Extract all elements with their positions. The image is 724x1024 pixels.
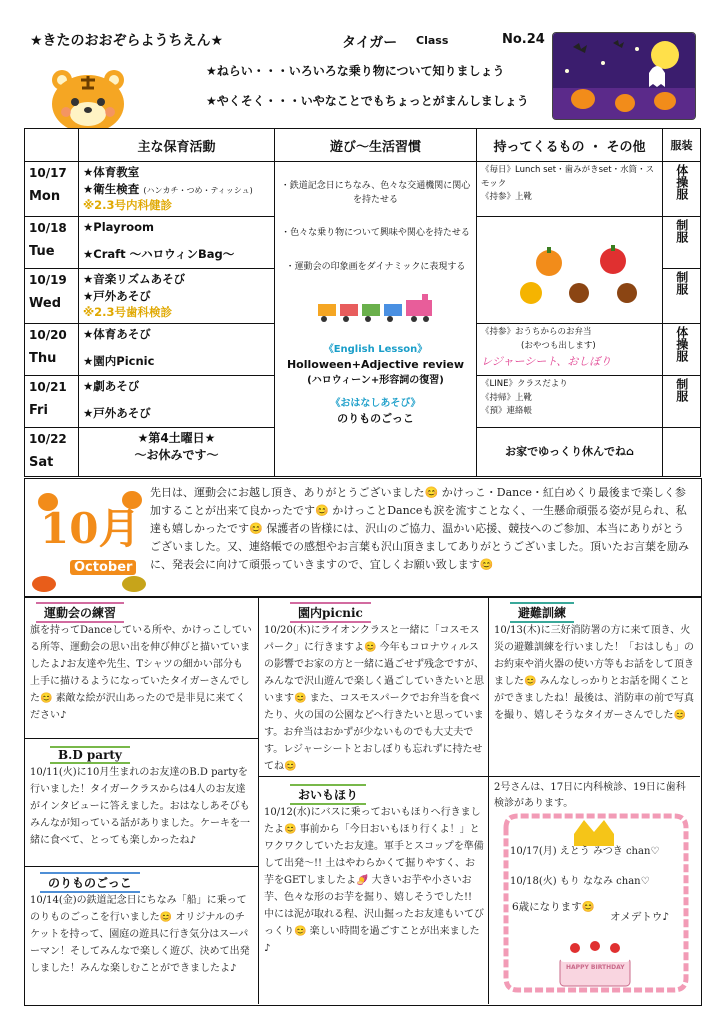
bring-item: お家でゆっくり休んでね⌂ [505,445,634,459]
date: 10/22 [29,432,67,447]
hinan-body: 10/13(木)に三好消防署の方に来て頂き、火災の避難訓練を行いました！「おはしも」のお約束や消火器の使い方等もお話をして頂きました😊 みんなしっかりとお話を聞くことができましたね！最後は、消防車の前で写真を撮り、嬉しそうなタイガーさんでした😊 [494,625,694,721]
date-cell [25,217,79,269]
activity-cell [79,376,275,428]
wear-value: 体操服 [674,164,689,200]
birthday-line: 10/18(火) もり ななみ chan♡ [510,876,650,887]
ohanashi-body: のりものごっこ [337,412,414,425]
hinan-section [510,602,574,623]
play-header: 遊び〜生活習慣 [275,129,477,162]
bring-header: 持ってくるもの ・ その他 [477,129,663,162]
norimono-body: 10/14(金)の鉄道記念日にちなみ「船」に乗ってのりものごっこを行いました😊 オリジナルのチケットを持って、園庭の遊具に行き気分はスーパーマン！そしてみんなで楽しく遊び、決めて出発しました！みんな楽しむことができましたよ♪ [30,895,250,974]
activity-highlight: ※2.3号歯科検診 [83,305,173,320]
activity-highlight: ※2.3号内科健診 [83,198,173,213]
activity-cell [79,428,275,477]
bring-item: 《預》連絡帳 [481,406,533,417]
schedule-table [24,128,701,477]
school-name: ★きたのおおぞらようちえん★ [30,33,224,49]
wear-header: 服装 [663,129,701,162]
oimo-section [290,784,366,805]
halloween-illustration [552,32,696,120]
date-cell [25,428,79,477]
activity: ★衛生検査 [83,181,140,196]
divider [24,866,258,867]
birthday-line: 10/17(月) えとう みつき chan♡ [510,846,660,857]
date-cell [25,324,79,376]
bring-item: 《LINE》クラスだより [481,379,568,390]
bring-item: 《持帰》上靴 [481,392,533,403]
date: 10/18 [29,221,67,236]
divider [258,596,259,1004]
table-row [25,162,701,217]
date: 10/19 [29,273,67,288]
activity: ～お休みです～ [134,448,219,463]
fruit-icon [501,233,651,313]
activity-cell [79,324,275,376]
ohanashi-title: 《おはなしあそび》 [330,398,421,409]
date-cell [25,162,79,217]
picnic-section [290,602,371,623]
date: 10/21 [29,380,67,395]
activity: ★戸外あそび [83,405,151,420]
wear-value: 制服 [674,219,689,244]
birthday-line: オメデトウ♪ [610,911,670,923]
lesson-body-jp: (ハロウィーン+形容詞の復習) [307,375,444,386]
bring-item: 《持参》上靴 [481,192,533,203]
activity: ★戸外あそび [83,288,151,303]
activity: ★Playroom [83,220,155,235]
wear-cell [663,269,701,324]
divider [24,738,258,739]
play-goal: ・鉄道記念日にちなみ、色々な交通機関に関心を持たせる [280,181,471,205]
issue-number: No.24 [502,32,545,47]
undoukai-title: 運動会の練習 [36,602,124,623]
bring-cell [477,376,663,428]
picnic-title: 園内picnic [290,602,371,623]
hinan-title: 避難訓練 [510,602,574,623]
oimo-title: おいもほり [290,784,366,805]
class-label: Class [416,34,449,47]
divider [488,776,489,1004]
cake-text: HAPPY BIRTHDAY [566,964,625,971]
activity: ★体育教室 [83,165,140,179]
wear-cell [663,217,701,269]
bday-section [50,744,130,764]
weekday: Wed [29,296,61,312]
undoukai-body: 旗を持ってDanceしている所や、かけっこしている所等、運動会の思い出を伸び伸びと描いていましたよ♪お友達や先生、Tシャツの細かい部分も上手に描けるようになっていたタイガーさんでした😊 素敵な絵が沢山あったので是非見に来てください♪ [30,625,252,721]
oimo-body: 10/12(水)にバスに乗っておいもほりへ行きましたよ😊 事前から「今日おいもほり行くよ！」とワクワクしていたお友達。軍手とスコップを準備して出発～!! 土はやわらかくて掘りやすく、お芋をGETしましたよ🍠 大きいお芋や小さいお芋、色々な形のお芋を掘り、嬉しそうでした!! 中には泥が取れる程、沢山掘ったお友達もいてびっくり😊 楽しい時間を過ごすことが出来ました♪ [264,807,484,954]
weekday: Fri [29,403,48,419]
weekday: Thu [29,351,57,367]
norimono-title: のりものごっこ [40,872,140,893]
activity: ★園内Picnic [83,353,155,368]
weekday: Sat [29,455,54,471]
activity: ★劇あそび [83,379,140,394]
lesson-title: 《English Lesson》 [323,343,428,355]
date-header [25,129,79,162]
activity-cell [79,269,275,324]
activity: ★第4土曜日★ [137,431,216,446]
promise-text: ★やくそく・・・いやなことでもちょっとがまんしましょう [206,94,529,108]
lesson-body: Holloween+Adjective review [286,357,465,371]
wear-value: 制服 [674,271,689,296]
bday-body: 10/11(火)に10月生まれのお友達のB.D partyを行いました！タイガークラスからは4人のお友達がインタビューに答えました。おはなしあそびもみんなが知っている話がありました。ケーキを一緒に食べて、とっても楽しかったね♪ [30,767,250,846]
class-name: タイガー [342,35,398,51]
wear-cell [663,428,701,477]
wear-value: 制服 [674,378,689,403]
picnic-body: 10/20(木)にライオンクラスと一緒に「コスモスパーク」に行きますよ😊 今年もコロナウィルスの影響でお家の方と一緒に過ごせず残念ですが、みんなで沢山遊んで楽しく過ごしていきたいと思います😊 また、コスモスパークでお弁当を食べたり、火の国の公園などへ行きたいと思っています。お弁当はおかずが少ないものでも大丈夫です。レジャーシートとおしぼりも忘れずに持たせてね😊 [264,625,484,772]
wear-value: 体操服 [674,326,689,363]
norimono-section [40,872,140,893]
bring-item: 《持参》おうちからのお弁当 [481,327,592,338]
train-icon [316,294,436,324]
date: 10/17 [29,166,67,180]
table-header-row [25,129,701,162]
bring-cell [477,162,663,217]
undoukai-section [36,602,124,623]
month-label: October [70,560,136,575]
wear-cell [663,376,701,428]
wear-cell [663,162,701,217]
intro-text: 先日は、運動会にお越し頂き、ありがとうございました😊 かけっこ・Dance・紅白めくり最後まで楽しく参加することが出来て良かったです😊 かけっことDanceも涙を流すことなく、一生懸命頑張る姿が見られ、私達も嬉しかったです😊 保護者の皆様には、沢山のご協力、温かい応援、競技へのご参加、本当にありがとうございました。又、連絡帳での感想やお言葉も沢山頂きましてありがとうございました。頂いたお言葉を励みに、発表会に向けて頑張っていきますので、宜しくお願い致します😊 [150,486,689,571]
divider [488,596,489,776]
bring-cell [477,217,663,324]
play-goal: ・色々な乗り物について興味や関心を持たせる [281,228,470,238]
bring-item: (おやつも出します) [521,340,596,351]
date-cell [25,376,79,428]
activity-cell [79,217,275,269]
weekday: Tue [29,244,55,260]
aim-text: ★ねらい・・・いろいろな乗り物について知りましょう [206,64,505,78]
activity-note: (ハンカチ・つめ・ティッシュ) [143,185,253,195]
bday-title: B.D party [50,746,130,764]
wear-cell [663,324,701,376]
activity-header: 主な保育活動 [79,129,275,162]
divider [258,776,700,777]
activity: ★Craft ～ハロウィンBag～ [83,246,235,261]
month-title: 10月 [40,504,141,553]
bring-note: レジャーシート、おしぼり [481,355,612,369]
date: 10/20 [29,328,67,343]
bring-cell [477,428,663,477]
play-goal: ・運動会の印象画をダイナミックに表現する [285,261,466,272]
date-cell [25,269,79,324]
bring-cell [477,324,663,376]
play-cell [275,162,477,477]
birthday-line: 6歳になります😊 [512,901,595,913]
activity: ★体育あそび [83,327,151,342]
bring-item: 《毎日》Lunch set・歯みがきset・水筒・スモック [481,165,655,189]
activity: ★音楽リズムあそび [83,272,186,287]
tiger-icon [48,66,128,134]
header [24,20,700,130]
weekday: Mon [29,189,61,205]
activity-cell [79,162,275,217]
note-text: 2号さんは、17日に内科検診、19日に歯科検診があります。 [494,782,686,809]
